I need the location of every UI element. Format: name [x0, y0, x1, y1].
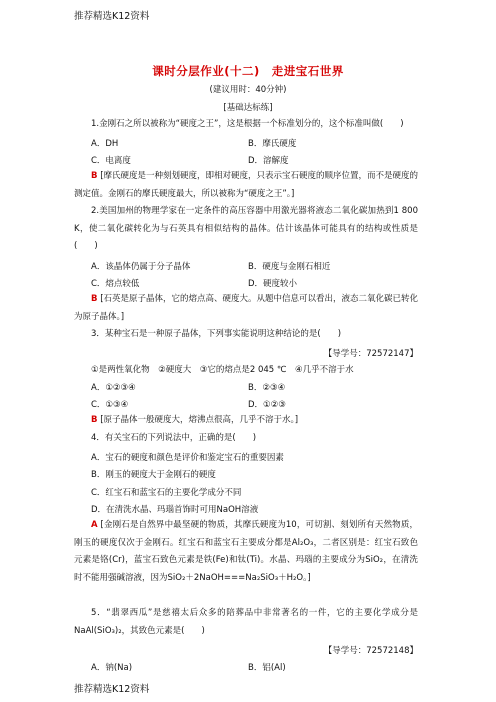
- q3-facts: ①是两性氧化物 ②硬度大 ③它的熔点是2 045 ℃ ④几乎不溶于水: [91, 365, 354, 375]
- q5-reference-number: 【导学号：72572148】: [323, 646, 418, 656]
- question-4-stem: 4．有关宝石的下列说法中，正确的是( ): [91, 433, 257, 443]
- time-note: (建议用时：40分钟): [209, 85, 287, 95]
- page-footer: 推荐精选K12资料: [74, 684, 150, 695]
- q2-answer-block: [74, 291, 418, 326]
- q2-option-b: B．硬度与金刚石相近: [248, 262, 331, 272]
- page-title: 课时分层作业(十二) 走进宝石世界: [152, 64, 344, 78]
- q5-option-a: A．钠(Na): [91, 663, 133, 673]
- q4-option-a: A．宝石的硬度和颜色是评价和鉴定宝石的重要因素: [91, 453, 284, 463]
- q4-explanation: [金刚石是自然界中最坚硬的物质，其摩氏硬度为10，可切割、刻划所有天然物质，刚玉的硬度仅次于金刚石。红宝石和蓝宝石主要成分都是Al₂O₃，二者区别是：红宝石致色元素是铬(Cr)，蓝宝石致色元素是铁(Fe)和钛(Ti)。水晶、玛瑙的主要成分为SiO₂，在清洗时不能用强碱溶液，因为SiO₂＋2NaOH===Na₂SiO₃＋H₂O。]: [74, 520, 419, 583]
- q2-answer: B: [91, 294, 98, 304]
- question-1-stem: 1.金刚石之所以被称为“硬度之王”，这是根据一个标准划分的，这个标准叫做( ): [91, 119, 404, 129]
- q1-option-d: D．溶解度: [248, 156, 289, 166]
- q3-option-d: D．①②③: [248, 400, 286, 410]
- q3-answer-block: [74, 412, 418, 430]
- section-heading: [基础达标练]: [223, 103, 273, 113]
- q4-answer: A: [91, 520, 98, 530]
- q3-reference-number: 【导学号：72572147】: [323, 349, 418, 359]
- q1-explanation: [摩氏硬度是一种刻划硬度，即相对硬度，只表示宝石硬度的顺序位置，而不是硬度的测定值。金刚石的摩氏硬度最大，所以被称为“硬度之王”。]: [74, 171, 419, 199]
- q3-option-b: B．②③④: [248, 383, 286, 393]
- q1-option-b: B．摩氏硬度: [248, 139, 297, 149]
- q2-option-a: A．该晶体仍属于分子晶体: [91, 262, 191, 272]
- q3-explanation: [原子晶体一般硬度大，熔沸点很高，几乎不溶于水。]: [100, 415, 299, 425]
- question-3-stem: 3．某种宝石是一种原子晶体，下列事实能说明这种结论的是( ): [91, 329, 342, 339]
- q1-option-a: A．DH: [91, 139, 119, 149]
- question-2-stem: 2.美国加州的物理学家在一定条件的高压容器中用激光器将液态二氧化碳加热到1 800 K，使二氧化碳转化为与石英具有相似结构的晶体。估计该晶体可能具有的结构或性质是( ): [74, 206, 418, 251]
- q4-option-d: D．在清洗水晶、玛瑙首饰时可用NaOH溶液: [91, 505, 259, 515]
- q2-option-c: C．熔点较低: [91, 279, 140, 289]
- q1-option-c: C．电离度: [91, 156, 131, 166]
- q4-option-c: C．红宝石和蓝宝石的主要化学成分不同: [91, 488, 242, 498]
- q3-option-c: C．①③④: [91, 400, 129, 410]
- q1-answer-block: [74, 168, 418, 203]
- question-5-stem: 5．“翡翠西瓜”是慈禧太后众多的陪葬品中非常著名的一件，它的主要化学成分是NaAl(SiO₃)₂，其致色元素是( ): [74, 608, 418, 636]
- q4-answer-block: [74, 517, 418, 587]
- q3-option-a: A．①②③④: [91, 383, 136, 393]
- q2-explanation: [石英是原子晶体，它的熔点高、硬度大。从题中信息可以看出，液态二氧化碳已转化为原子晶体。]: [74, 294, 419, 322]
- q5-option-b: B．铝(Al): [248, 663, 286, 673]
- q4-option-b: B．刚玉的硬度大于金刚石的硬度: [91, 470, 216, 480]
- q1-answer: B: [91, 171, 98, 181]
- q3-answer: B: [91, 415, 98, 425]
- page-header: 推荐精选K12资料: [74, 11, 150, 22]
- q2-option-d: D．硬度较小: [248, 279, 298, 289]
